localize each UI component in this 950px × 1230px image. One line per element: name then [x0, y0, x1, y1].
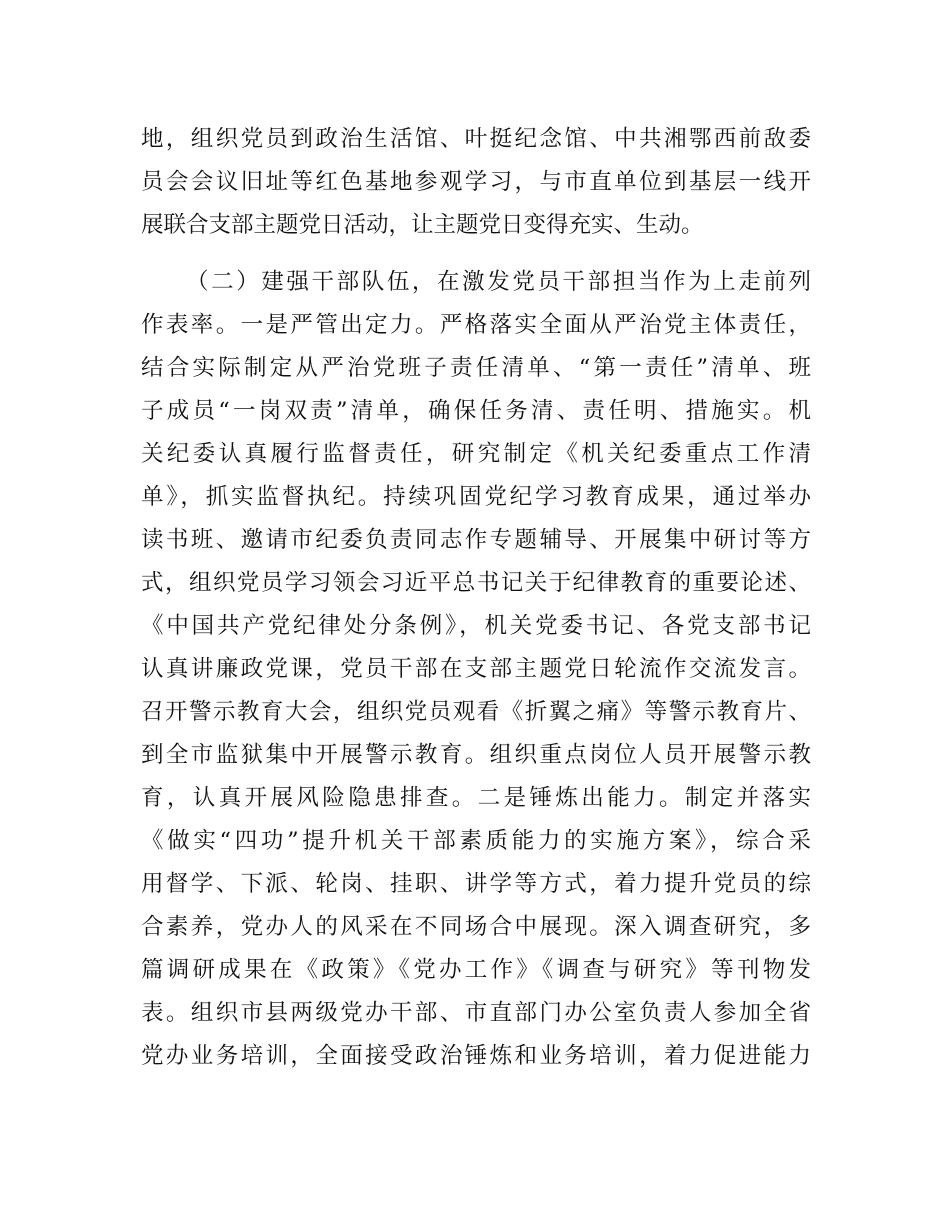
- paragraph-line: 《中国共产党纪律处分条例》，机关党委书记、各党支部书记: [141, 613, 811, 639]
- paragraph-line: 作表率。一是严管出定力。严格落实全面从严治党主体责任，: [141, 312, 811, 338]
- paragraph-line: 员会会议旧址等红色基地参观学习，与市直单位到基层一线开: [141, 169, 811, 195]
- paragraph-line: 地，组织党员到政治生活馆、叶挺纪念馆、中共湘鄂西前敌委: [141, 126, 811, 152]
- paragraph-line: 式，组织党员学习领会习近平总书记关于纪律教育的重要论述、: [141, 570, 811, 596]
- paragraph-line: 表。组织市县两级党办干部、市直部门办公室负责人参加全省: [141, 1000, 811, 1026]
- paragraph-line: （二）建强干部队伍，在激发党员干部担当作为上走前列: [186, 269, 811, 295]
- paragraph-line: 到全市监狱集中开展警示教育。组织重点岗位人员开展警示教: [141, 742, 811, 768]
- paragraph-line: 读书班、邀请市纪委负责同志作专题辅导、开展集中研讨等方: [141, 527, 811, 553]
- paragraph-line: 召开警示教育大会，组织党员观看《折翼之痛》等警示教育片、: [141, 699, 811, 725]
- paragraph-line: 关纪委认真履行监督责任，研究制定《机关纪委重点工作清: [141, 441, 811, 467]
- paragraph-line: 《做实“四功”提升机关干部素质能力的实施方案》，综合采: [141, 828, 811, 854]
- paragraph-line: 篇调研成果在《政策》《党办工作》《调查与研究》等刊物发: [141, 957, 811, 983]
- paragraph-line: 子成员“一岗双责”清单，确保任务清、责任明、措施实。机: [141, 398, 811, 424]
- paragraph-line: 育，认真开展风险隐患排查。二是锤炼出能力。制定并落实: [141, 785, 811, 811]
- paragraph-1: [141, 118, 811, 247]
- paragraph-line: 结合实际制定从严治党班子责任清单、“第一责任”清单、班: [141, 355, 811, 381]
- paragraph-line: 合素养，党办人的风采在不同场合中展现。深入调查研究，多: [141, 914, 811, 940]
- paragraph-line: 党办业务培训，全面接受政治锤炼和业务培训，着力促进能力: [141, 1043, 811, 1069]
- paragraph-line: 认真讲廉政党课，党员干部在支部主题党日轮流作交流发言。: [141, 656, 811, 682]
- paragraph-2: [141, 261, 811, 1078]
- paragraph-line: 用督学、下派、轮岗、挂职、讲学等方式，着力提升党员的综: [141, 871, 811, 897]
- paragraph-line: 展联合支部主题党日活动，让主题党日变得充实、生动。: [141, 212, 704, 238]
- document-body: [141, 118, 811, 1078]
- paragraph-line: 单》，抓实监督执纪。持续巩固党纪学习教育成果，通过举办: [141, 484, 811, 510]
- paragraph-gap: [141, 247, 811, 261]
